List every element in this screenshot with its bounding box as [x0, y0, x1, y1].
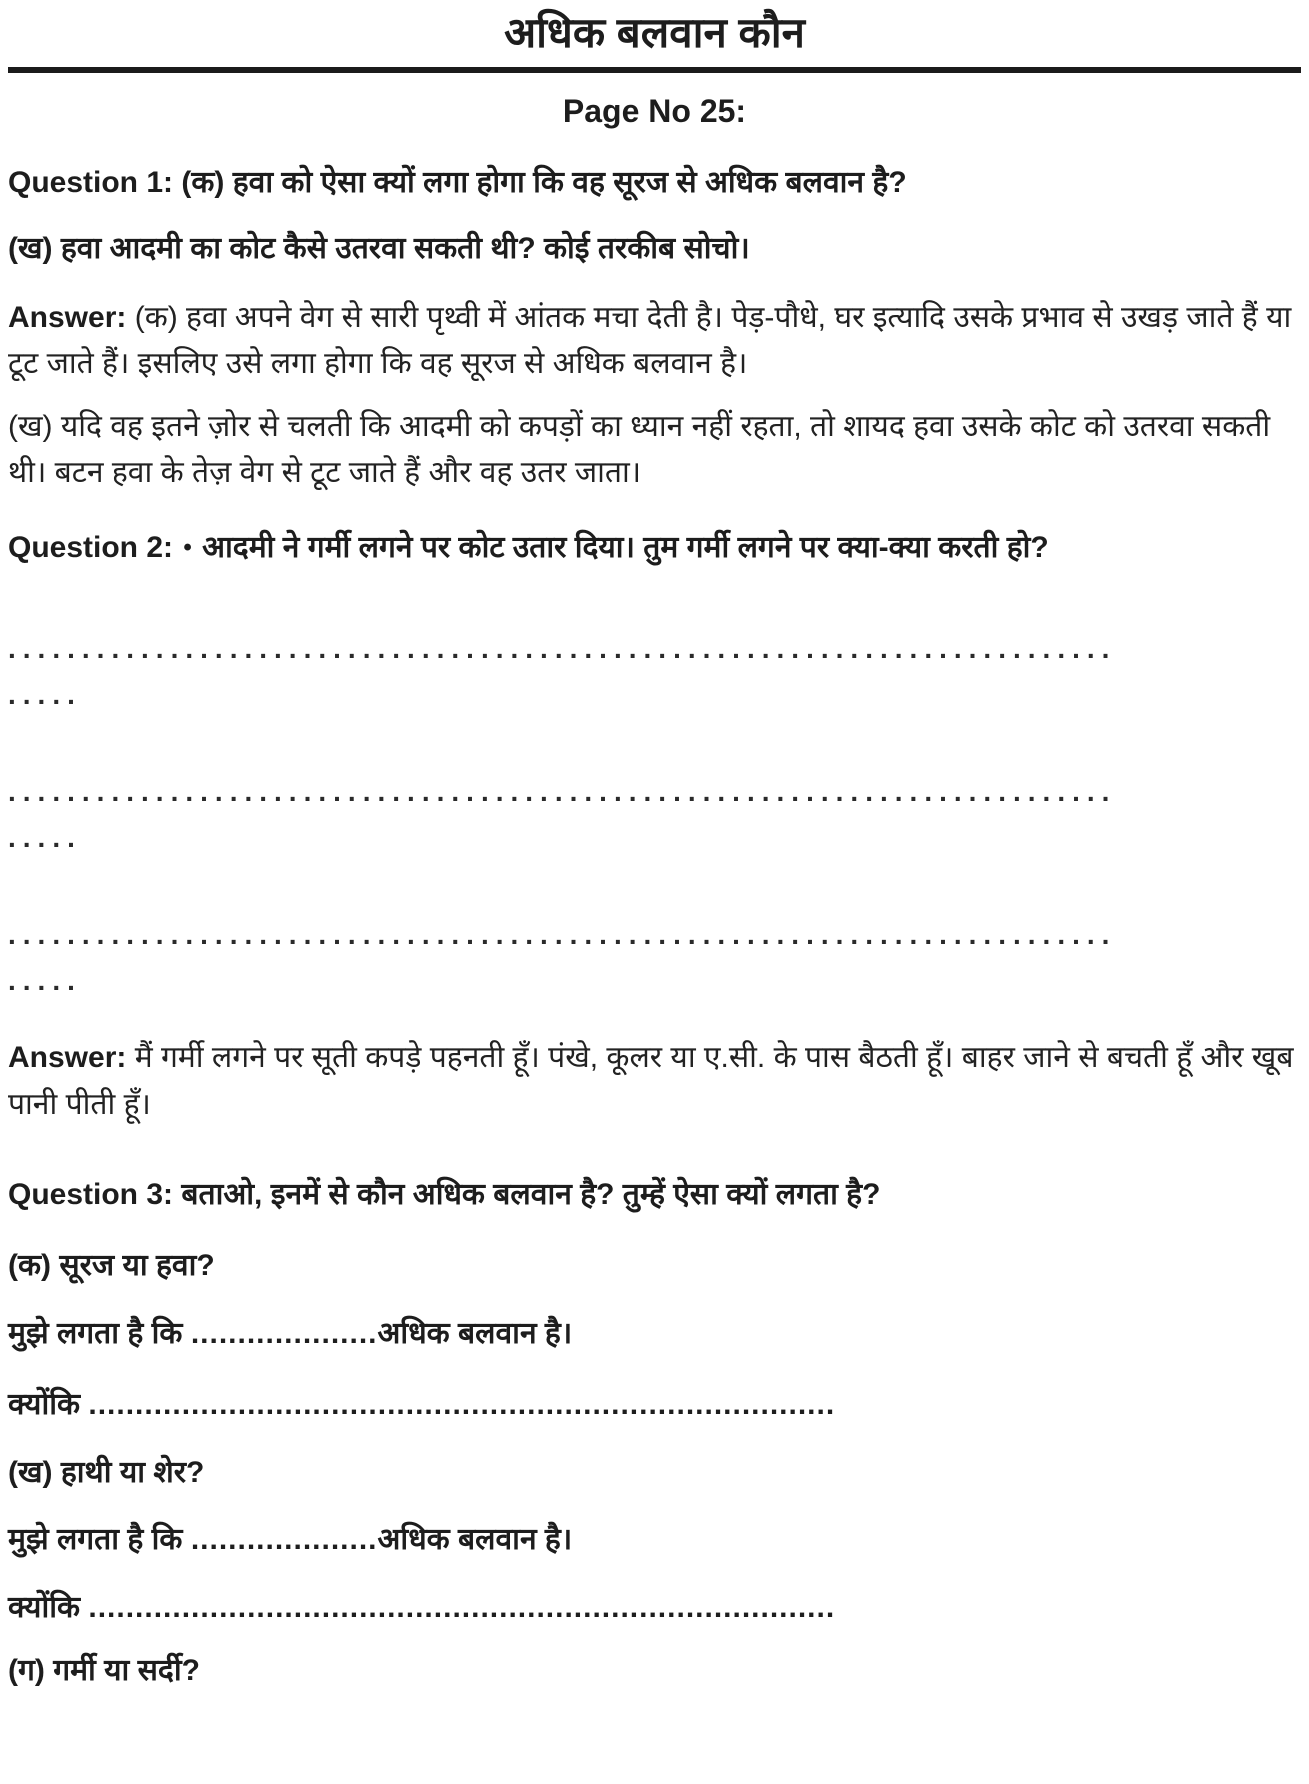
because-label: क्योंकि: [8, 1387, 81, 1421]
question-1-part-a: (क) हवा को ऐसा क्यों लगा होगा कि वह सूरज से अधिक बलवान है?: [181, 165, 907, 199]
question-1-label: Question 1:: [8, 165, 174, 199]
answer-1-label: Answer:: [8, 300, 127, 334]
answer-1-part-a: (क) हवा अपने वेग से सारी पृथ्वी में आंतक मचा देती है। पेड़-पौधे, घर इत्यादि उसके प्रभाव से उखड़ जाते हैं या टूट जाते हैं। इसलिए उसे लगा होगा कि वह सूरज से अधिक बलवान है।: [8, 300, 1292, 381]
fill-prefix: मुझे लगता है कि: [8, 1317, 183, 1351]
because-line-b: [8, 1585, 1301, 1632]
because-label: क्योंकि: [8, 1591, 81, 1625]
fill-prefix: मुझे लगता है कि: [8, 1522, 183, 1556]
answer-2-text: मैं गर्मी लगने पर सूती कपड़े पहनती हूँ। पंखे, कूलर या ए.सी. के पास बैठती हूँ। बाहर जाने से बचती हूँ और खूब पानी पीती हूँ।: [8, 1041, 1294, 1121]
because-blank-dots: ................................................................................: [88, 1591, 836, 1625]
fill-suffix: अधिक बलवान है।: [377, 1317, 573, 1351]
question-3-option-a: (क) सूरज या हवा?: [8, 1248, 215, 1282]
fill-in-line-a: [8, 1311, 1301, 1358]
fill-blank-dots: ....................: [190, 1317, 378, 1351]
fill-in-line-b: [8, 1517, 1301, 1564]
fill-suffix: अधिक बलवान है।: [377, 1522, 573, 1556]
question-3-option-b: (ख) हाथी या शेर?: [8, 1456, 205, 1490]
question-1-part-b: (ख) हवा आदमी का कोट कैसे उतरवा सकती थी? कोई तरकीब सोचो।: [8, 232, 750, 266]
answer-blank-line: ...........................................................................: [8, 775, 1117, 807]
answer-blank-line: ...........................................................................: [8, 633, 1117, 665]
question-2: [8, 525, 1301, 572]
answer-blank-line-tail: .....: [8, 822, 82, 854]
answer-blank-line-tail: .....: [8, 965, 82, 997]
page-number-heading: Page No 25:: [562, 92, 747, 129]
because-line-a: [8, 1382, 1301, 1429]
question-3: [8, 1172, 1301, 1219]
question-3-text: बताओ, इनमें से कौन अधिक बलवान है? तुम्हें ऐसा क्यों लगता है?: [181, 1178, 881, 1212]
answer-1: [8, 295, 1301, 388]
because-blank-dots: ................................................................................: [88, 1387, 836, 1421]
answer-blank-line: ...........................................................................: [8, 918, 1117, 950]
fill-blank-dots: ....................: [190, 1522, 378, 1556]
answer-blank-line-tail: .....: [8, 679, 82, 711]
question-2-label: Question 2:: [8, 530, 174, 564]
worksheet-page: [0, 6, 1309, 1694]
question-2-text: आदमी ने गर्मी लगने पर कोट उतार दिया। तुम गर्मी लगने पर क्या-क्या करती हो?: [202, 530, 1049, 564]
question-1: [8, 160, 1301, 207]
bullet-icon: •: [183, 533, 192, 561]
answer-2-label: Answer:: [8, 1041, 127, 1075]
question-3-option-c: (ग) गर्मी या सर्दी?: [8, 1653, 200, 1687]
answer-2: [8, 1035, 1301, 1128]
title-divider: [8, 67, 1301, 73]
lesson-title: अधिक बलवान कौन: [504, 9, 805, 56]
answer-1-part-b: (ख) यदि वह इतने ज़ोर से चलती कि आदमी को कपड़ों का ध्यान नहीं रहता, तो शायद हवा उसके कोट को उतरवा सकती थी। बटन हवा के तेज़ वेग से टूट जाते हैं और वह उतर जाता।: [8, 409, 1271, 490]
question-3-label: Question 3:: [8, 1178, 174, 1212]
